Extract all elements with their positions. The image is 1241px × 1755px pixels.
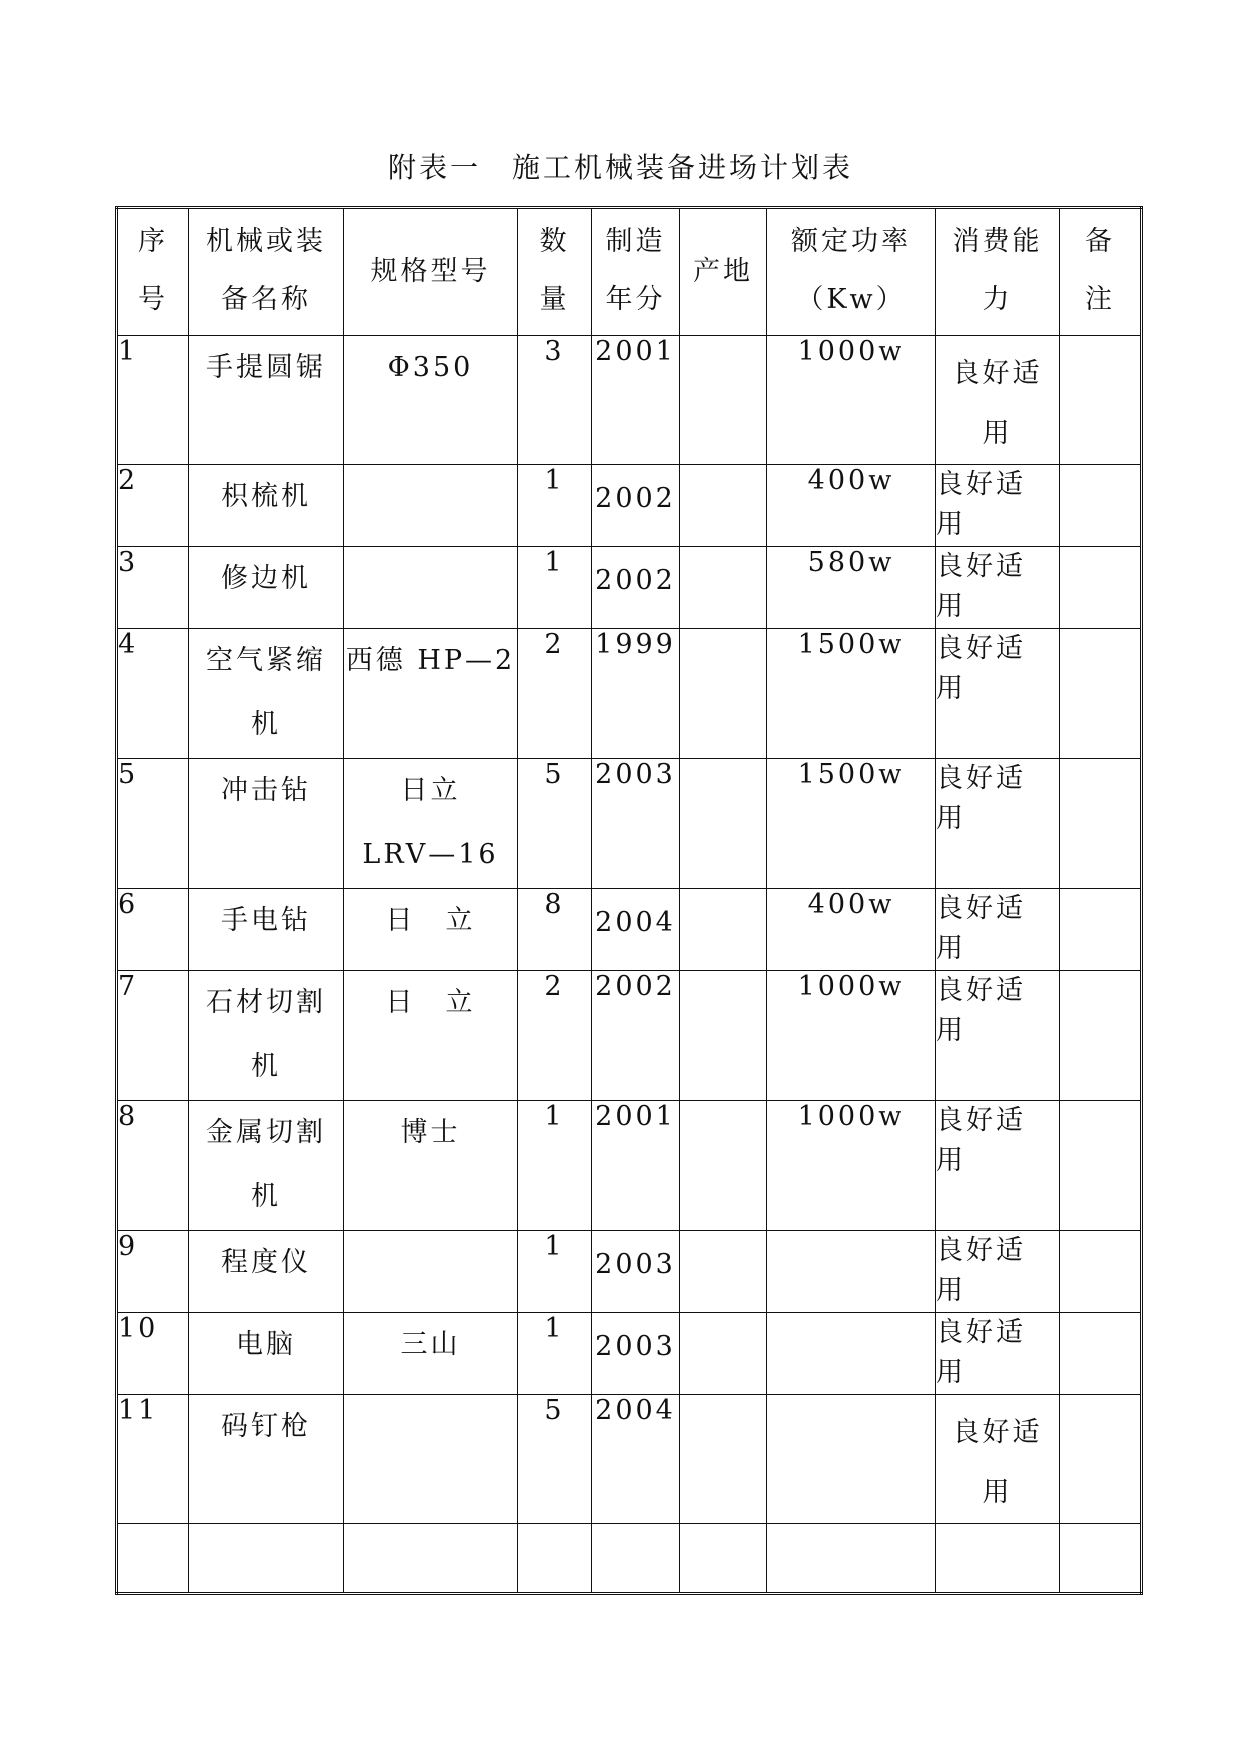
- equipment-plan-table: [115, 206, 1143, 1595]
- origin: [680, 759, 767, 889]
- origin: [680, 547, 767, 629]
- remark: [1060, 1313, 1142, 1395]
- empty-cell: [680, 1524, 767, 1594]
- empty-cell: [117, 1524, 189, 1594]
- quantity: 5: [518, 759, 592, 889]
- table-row: [117, 971, 1142, 1101]
- equipment-spec: 三山: [344, 1313, 518, 1395]
- row-number: 2: [117, 465, 189, 547]
- manufacture-year: 2002: [592, 465, 680, 547]
- consumption-capacity: 良好适 用: [936, 1313, 1060, 1395]
- manufacture-year: 2003: [592, 759, 680, 889]
- quantity: 2: [518, 629, 592, 759]
- header-origin: 产地: [680, 208, 767, 336]
- manufacture-year: 1999: [592, 629, 680, 759]
- table-row: [117, 1231, 1142, 1313]
- consumption-capacity: 良好适 用: [936, 759, 1060, 889]
- header-name: 机械或装 备名称: [189, 208, 344, 336]
- remark: [1060, 336, 1142, 465]
- equipment-spec: [344, 1231, 518, 1313]
- equipment-name: 石材切割 机: [189, 971, 344, 1101]
- table-row: [117, 889, 1142, 971]
- remark: [1060, 547, 1142, 629]
- consumption-capacity: 良好适 用: [936, 971, 1060, 1101]
- page-title: 附表一 施工机械装备进场计划表: [387, 151, 853, 184]
- header-seq: 序 号: [117, 208, 189, 336]
- header-year: 制造 年分: [592, 208, 680, 336]
- consumption-capacity: 良好适 用: [936, 1231, 1060, 1313]
- equipment-name: 修边机: [189, 547, 344, 629]
- row-number: 7: [117, 971, 189, 1101]
- empty-cell: [344, 1524, 518, 1594]
- equipment-name: 码钉枪: [189, 1395, 344, 1524]
- consumption-capacity: 良好适 用: [936, 336, 1060, 465]
- remark: [1060, 971, 1142, 1101]
- row-number: 6: [117, 889, 189, 971]
- origin: [680, 336, 767, 465]
- quantity: 8: [518, 889, 592, 971]
- quantity: 1: [518, 465, 592, 547]
- empty-cell: [518, 1524, 592, 1594]
- rated-power: [767, 1313, 936, 1395]
- rated-power: 1000w: [767, 1101, 936, 1231]
- empty-cell: [767, 1524, 936, 1594]
- quantity: 1: [518, 547, 592, 629]
- origin: [680, 629, 767, 759]
- origin: [680, 1313, 767, 1395]
- consumption-capacity: 良好适 用: [936, 1395, 1060, 1524]
- consumption-capacity: 良好适 用: [936, 1101, 1060, 1231]
- manufacture-year: 2003: [592, 1313, 680, 1395]
- empty-cell: [189, 1524, 344, 1594]
- equipment-spec: 日立 LRV—16: [344, 759, 518, 889]
- consumption-capacity: 良好适 用: [936, 465, 1060, 547]
- quantity: 1: [518, 1101, 592, 1231]
- equipment-name: 手电钻: [189, 889, 344, 971]
- consumption-capacity: 良好适 用: [936, 547, 1060, 629]
- consumption-capacity: 良好适 用: [936, 629, 1060, 759]
- equipment-name: 空气紧缩 机: [189, 629, 344, 759]
- table-row: [117, 1101, 1142, 1231]
- row-number: 3: [117, 547, 189, 629]
- row-number: 9: [117, 1231, 189, 1313]
- equipment-name: 冲击钻: [189, 759, 344, 889]
- origin: [680, 465, 767, 547]
- consumption-capacity: 良好适 用: [936, 889, 1060, 971]
- remark: [1060, 1395, 1142, 1524]
- row-number: 5: [117, 759, 189, 889]
- quantity: 2: [518, 971, 592, 1101]
- equipment-spec: 日 立: [344, 971, 518, 1101]
- rated-power: 400w: [767, 889, 936, 971]
- rated-power: 1500w: [767, 629, 936, 759]
- rated-power: 1000w: [767, 971, 936, 1101]
- table-row: [117, 547, 1142, 629]
- quantity: 1: [518, 1231, 592, 1313]
- manufacture-year: 2004: [592, 1395, 680, 1524]
- header-power: 额定功率 （Kw）: [767, 208, 936, 336]
- manufacture-year: 2002: [592, 547, 680, 629]
- equipment-spec: 博士: [344, 1101, 518, 1231]
- row-number: 8: [117, 1101, 189, 1231]
- row-number: 1: [117, 336, 189, 465]
- quantity: 5: [518, 1395, 592, 1524]
- remark: [1060, 465, 1142, 547]
- rated-power: [767, 1231, 936, 1313]
- table-row: [117, 465, 1142, 547]
- remark: [1060, 889, 1142, 971]
- empty-cell: [592, 1524, 680, 1594]
- header-remark: 备 注: [1060, 208, 1142, 336]
- empty-cell: [1060, 1524, 1142, 1594]
- equipment-spec: 日 立: [344, 889, 518, 971]
- remark: [1060, 629, 1142, 759]
- header-consumption: 消费能 力: [936, 208, 1060, 336]
- header-spec: 规格型号: [344, 208, 518, 336]
- row-number: 11: [117, 1395, 189, 1524]
- equipment-name: 枳梳机: [189, 465, 344, 547]
- table-row: [117, 629, 1142, 759]
- equipment-name: 手提圆锯: [189, 336, 344, 465]
- rated-power: 1500w: [767, 759, 936, 889]
- equipment-spec: [344, 465, 518, 547]
- rated-power: 580w: [767, 547, 936, 629]
- quantity: 1: [518, 1313, 592, 1395]
- table-row: [117, 336, 1142, 465]
- rated-power: 1000w: [767, 336, 936, 465]
- row-number: 4: [117, 629, 189, 759]
- header-qty: 数 量: [518, 208, 592, 336]
- rated-power: [767, 1395, 936, 1524]
- equipment-name: 程度仪: [189, 1231, 344, 1313]
- origin: [680, 1231, 767, 1313]
- equipment-name: 金属切割 机: [189, 1101, 344, 1231]
- origin: [680, 1395, 767, 1524]
- manufacture-year: 2001: [592, 336, 680, 465]
- equipment-name: 电脑: [189, 1313, 344, 1395]
- row-number: 10: [117, 1313, 189, 1395]
- table-row: [117, 1395, 1142, 1524]
- manufacture-year: 2001: [592, 1101, 680, 1231]
- equipment-spec: 西德 HP—2: [344, 629, 518, 759]
- equipment-spec: Φ350: [344, 336, 518, 465]
- manufacture-year: 2003: [592, 1231, 680, 1313]
- manufacture-year: 2004: [592, 889, 680, 971]
- header-row: [117, 208, 1142, 336]
- origin: [680, 1101, 767, 1231]
- remark: [1060, 1231, 1142, 1313]
- origin: [680, 971, 767, 1101]
- empty-cell: [936, 1524, 1060, 1594]
- empty-row: [117, 1524, 1142, 1594]
- origin: [680, 889, 767, 971]
- table-row: [117, 759, 1142, 889]
- manufacture-year: 2002: [592, 971, 680, 1101]
- quantity: 3: [518, 336, 592, 465]
- table-row: [117, 1313, 1142, 1395]
- rated-power: 400w: [767, 465, 936, 547]
- equipment-spec: [344, 547, 518, 629]
- remark: [1060, 1101, 1142, 1231]
- remark: [1060, 759, 1142, 889]
- equipment-spec: [344, 1395, 518, 1524]
